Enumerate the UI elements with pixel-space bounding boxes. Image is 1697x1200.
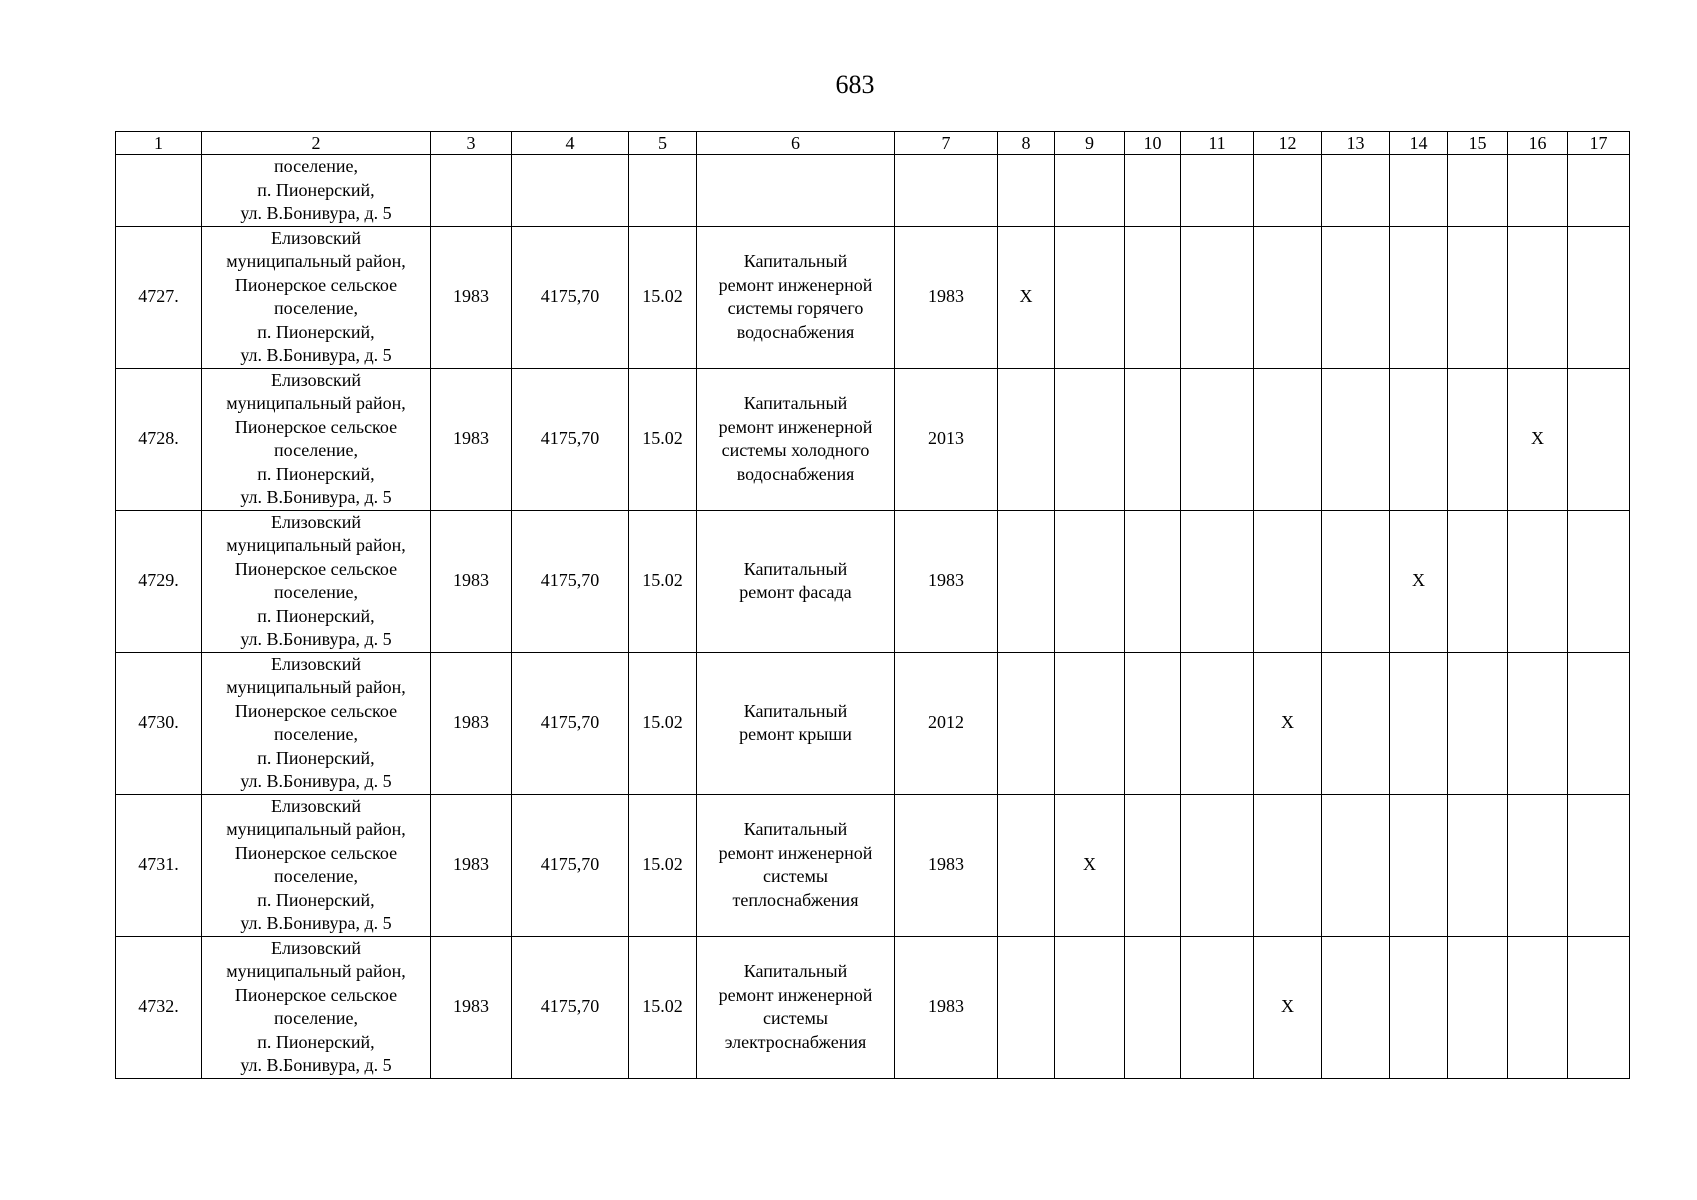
work-type-text: Капитальный ремонт инженерной системы холодного водоснабжения — [718, 393, 873, 484]
cell-mark-col-14: X — [1390, 510, 1448, 652]
cell-mark-col-9 — [1055, 368, 1125, 510]
column-number-13: 13 — [1322, 132, 1390, 155]
cell-empty — [431, 155, 512, 227]
cell-mark-col-9 — [1055, 936, 1125, 1078]
column-number-9: 9 — [1055, 132, 1125, 155]
cell-mark-col-14 — [1390, 936, 1448, 1078]
cell-address — [202, 936, 431, 1078]
cell-col-4-value — [512, 368, 629, 510]
cell-mark-col-12: X — [1254, 652, 1322, 794]
cell-mark-col-8: X — [998, 226, 1055, 368]
row-number-text: 4729. — [138, 570, 179, 591]
cell-mark-col-17 — [1568, 794, 1630, 936]
column-number-3: 3 — [431, 132, 512, 155]
column-number-11: 11 — [1181, 132, 1254, 155]
cell-mark-col-13 — [1322, 368, 1390, 510]
col-4-value-text: 4175,70 — [540, 712, 600, 733]
cell-col-5-value — [629, 368, 697, 510]
cell-col-3-value — [431, 652, 512, 794]
cell-mark-col-10 — [1125, 368, 1181, 510]
cell-col-5-value — [629, 226, 697, 368]
col-3-value-text: 1983 — [453, 286, 489, 307]
table-row — [116, 226, 1630, 368]
column-number-4: 4 — [512, 132, 629, 155]
address-text: Елизовский муниципальный район, Пионерское сельское поселение, п. Пионерский, ул. В.Бонивура, д. 5 — [226, 227, 406, 365]
col-7-value-text: 2012 — [928, 712, 964, 733]
col-4-value-text: 4175,70 — [540, 996, 600, 1017]
cell-address — [202, 652, 431, 794]
cell-mark-col-12 — [1254, 368, 1322, 510]
cell-row-number — [116, 368, 202, 510]
cell-address — [202, 155, 431, 227]
col-5-value-text: 15.02 — [642, 570, 683, 591]
cell-work-type — [697, 226, 895, 368]
cell-mark-col-11 — [1181, 652, 1254, 794]
cell-empty — [1390, 155, 1448, 227]
cell-mark-col-14 — [1390, 226, 1448, 368]
cell-mark-col-16: X — [1508, 368, 1568, 510]
cell-col-5-value — [629, 936, 697, 1078]
cell-mark-col-16 — [1508, 510, 1568, 652]
work-type-text: Капитальный ремонт инженерной системы горячего водоснабжения — [718, 251, 873, 342]
col-4-value-text: 4175,70 — [540, 570, 600, 591]
cell-empty — [1181, 155, 1254, 227]
cell-mark-col-9 — [1055, 226, 1125, 368]
cell-mark-col-13 — [1322, 652, 1390, 794]
cell-address — [202, 794, 431, 936]
cell-work-type — [697, 652, 895, 794]
cell-work-type — [697, 936, 895, 1078]
cell-mark-col-16 — [1508, 794, 1568, 936]
cell-empty — [998, 155, 1055, 227]
cell-mark-col-8 — [998, 936, 1055, 1078]
cell-row-number — [116, 794, 202, 936]
cell-mark-col-15 — [1448, 226, 1508, 368]
cell-col-3-value — [431, 368, 512, 510]
work-type-text: Капитальный ремонт крыши — [739, 700, 852, 744]
cell-mark-col-8 — [998, 368, 1055, 510]
address-text: Елизовский муниципальный район, Пионерское сельское поселение, п. Пионерский, ул. В.Бонивура, д. 5 — [226, 369, 406, 507]
table-body — [116, 132, 1630, 1079]
cell-mark-col-15 — [1448, 794, 1508, 936]
cell-empty — [1448, 155, 1508, 227]
cell-mark-col-14 — [1390, 368, 1448, 510]
col-3-value-text: 1983 — [453, 854, 489, 875]
column-number-1: 1 — [116, 132, 202, 155]
column-number-8: 8 — [998, 132, 1055, 155]
cell-mark-col-10 — [1125, 936, 1181, 1078]
column-number-5: 5 — [629, 132, 697, 155]
col-4-value-text: 4175,70 — [540, 428, 600, 449]
cell-mark-col-17 — [1568, 936, 1630, 1078]
cell-mark-col-11 — [1181, 368, 1254, 510]
cell-mark-col-14 — [1390, 794, 1448, 936]
cell-mark-col-9 — [1055, 652, 1125, 794]
column-number-7: 7 — [895, 132, 998, 155]
cell-col-4-value — [512, 936, 629, 1078]
col-3-value-text: 1983 — [453, 996, 489, 1017]
work-type-text: Капитальный ремонт инженерной системы электроснабжения — [718, 961, 873, 1052]
cell-mark-col-8 — [998, 510, 1055, 652]
cell-empty — [697, 155, 895, 227]
table-row — [116, 510, 1630, 652]
cell-mark-col-16 — [1508, 226, 1568, 368]
cell-work-type — [697, 510, 895, 652]
work-type-text: Капитальный ремонт фасада — [739, 558, 852, 602]
cell-col-7-value — [895, 510, 998, 652]
cell-num — [116, 155, 202, 227]
cell-empty — [1508, 155, 1568, 227]
cell-col-5-value — [629, 794, 697, 936]
address-text: поселение, п. Пионерский, ул. В.Бонивура, д. 5 — [240, 156, 392, 223]
cell-address — [202, 368, 431, 510]
cell-empty — [1125, 155, 1181, 227]
col-3-value-text: 1983 — [453, 570, 489, 591]
cell-empty — [629, 155, 697, 227]
cell-mark-col-10 — [1125, 510, 1181, 652]
cell-mark-col-12: X — [1254, 936, 1322, 1078]
cell-col-3-value — [431, 936, 512, 1078]
column-number-2: 2 — [202, 132, 431, 155]
cell-mark-col-10 — [1125, 226, 1181, 368]
row-number-text: 4728. — [138, 428, 179, 449]
cell-mark-col-11 — [1181, 936, 1254, 1078]
cell-mark-col-14 — [1390, 652, 1448, 794]
cell-mark-col-17 — [1568, 226, 1630, 368]
row-number-text: 4732. — [138, 996, 179, 1017]
col-5-value-text: 15.02 — [642, 286, 683, 307]
row-number-text: 4727. — [138, 286, 179, 307]
cell-mark-col-11 — [1181, 794, 1254, 936]
cell-col-3-value — [431, 510, 512, 652]
page-number: 683 — [835, 70, 875, 99]
column-number-17: 17 — [1568, 132, 1630, 155]
cell-mark-col-15 — [1448, 936, 1508, 1078]
cell-col-4-value — [512, 794, 629, 936]
column-number-15: 15 — [1448, 132, 1508, 155]
cell-mark-col-12 — [1254, 794, 1322, 936]
cell-col-7-value — [895, 368, 998, 510]
col-7-value-text: 1983 — [928, 570, 964, 591]
cell-mark-col-8 — [998, 794, 1055, 936]
cell-mark-col-9: X — [1055, 794, 1125, 936]
cell-mark-col-10 — [1125, 652, 1181, 794]
cell-empty — [1055, 155, 1125, 227]
col-7-value-text: 1983 — [928, 854, 964, 875]
table-row — [116, 368, 1630, 510]
cell-col-7-value — [895, 794, 998, 936]
cell-col-5-value — [629, 652, 697, 794]
cell-empty — [1568, 155, 1630, 227]
cell-mark-col-16 — [1508, 652, 1568, 794]
cell-address — [202, 510, 431, 652]
column-number-row — [116, 132, 1630, 155]
col-7-value-text: 2013 — [928, 428, 964, 449]
column-number-16: 16 — [1508, 132, 1568, 155]
col-4-value-text: 4175,70 — [540, 286, 600, 307]
address-text: Елизовский муниципальный район, Пионерское сельское поселение, п. Пионерский, ул. В.Бонивура, д. 5 — [226, 653, 406, 791]
cell-empty — [1322, 155, 1390, 227]
cell-row-number — [116, 510, 202, 652]
cell-col-5-value — [629, 510, 697, 652]
cell-mark-col-17 — [1568, 652, 1630, 794]
cell-row-number — [116, 936, 202, 1078]
table-row — [116, 936, 1630, 1078]
capital-repair-table — [115, 131, 1630, 1079]
col-5-value-text: 15.02 — [642, 712, 683, 733]
row-number-text: 4731. — [138, 854, 179, 875]
column-number-14: 14 — [1390, 132, 1448, 155]
cell-mark-col-15 — [1448, 652, 1508, 794]
cell-mark-col-17 — [1568, 510, 1630, 652]
cell-mark-col-13 — [1322, 936, 1390, 1078]
col-5-value-text: 15.02 — [642, 854, 683, 875]
cell-mark-col-11 — [1181, 510, 1254, 652]
col-3-value-text: 1983 — [453, 428, 489, 449]
cell-mark-col-11 — [1181, 226, 1254, 368]
cell-empty — [895, 155, 998, 227]
cell-row-number — [116, 652, 202, 794]
cell-col-3-value — [431, 226, 512, 368]
cell-col-4-value — [512, 226, 629, 368]
cell-address — [202, 226, 431, 368]
cell-mark-col-9 — [1055, 510, 1125, 652]
cell-mark-col-13 — [1322, 794, 1390, 936]
table-row — [116, 794, 1630, 936]
cell-mark-col-10 — [1125, 794, 1181, 936]
column-number-6: 6 — [697, 132, 895, 155]
cell-mark-col-13 — [1322, 226, 1390, 368]
cell-mark-col-16 — [1508, 936, 1568, 1078]
col-5-value-text: 15.02 — [642, 428, 683, 449]
cell-col-4-value — [512, 510, 629, 652]
cell-mark-col-12 — [1254, 510, 1322, 652]
cell-mark-col-13 — [1322, 510, 1390, 652]
cell-col-7-value — [895, 226, 998, 368]
address-text: Елизовский муниципальный район, Пионерское сельское поселение, п. Пионерский, ул. В.Бонивура, д. 5 — [226, 937, 406, 1075]
cell-mark-col-15 — [1448, 368, 1508, 510]
cell-work-type — [697, 794, 895, 936]
cell-mark-col-12 — [1254, 226, 1322, 368]
row-number-text: 4730. — [138, 712, 179, 733]
col-4-value-text: 4175,70 — [540, 854, 600, 875]
column-number-10: 10 — [1125, 132, 1181, 155]
cell-empty — [1254, 155, 1322, 227]
cell-col-4-value — [512, 652, 629, 794]
address-text: Елизовский муниципальный район, Пионерское сельское поселение, п. Пионерский, ул. В.Бонивура, д. 5 — [226, 795, 406, 933]
work-type-text: Капитальный ремонт инженерной системы теплоснабжения — [718, 819, 873, 910]
column-number-12: 12 — [1254, 132, 1322, 155]
cell-mark-col-8 — [998, 652, 1055, 794]
cell-empty — [512, 155, 629, 227]
cell-col-7-value — [895, 936, 998, 1078]
col-7-value-text: 1983 — [928, 286, 964, 307]
cell-row-number — [116, 226, 202, 368]
cell-mark-col-15 — [1448, 510, 1508, 652]
address-text: Елизовский муниципальный район, Пионерское сельское поселение, п. Пионерский, ул. В.Бонивура, д. 5 — [226, 511, 406, 649]
cell-work-type — [697, 368, 895, 510]
col-3-value-text: 1983 — [453, 712, 489, 733]
col-7-value-text: 1983 — [928, 996, 964, 1017]
table-row — [116, 652, 1630, 794]
continued-row — [116, 155, 1630, 227]
cell-mark-col-17 — [1568, 368, 1630, 510]
col-5-value-text: 15.02 — [642, 996, 683, 1017]
cell-col-3-value — [431, 794, 512, 936]
cell-col-7-value — [895, 652, 998, 794]
